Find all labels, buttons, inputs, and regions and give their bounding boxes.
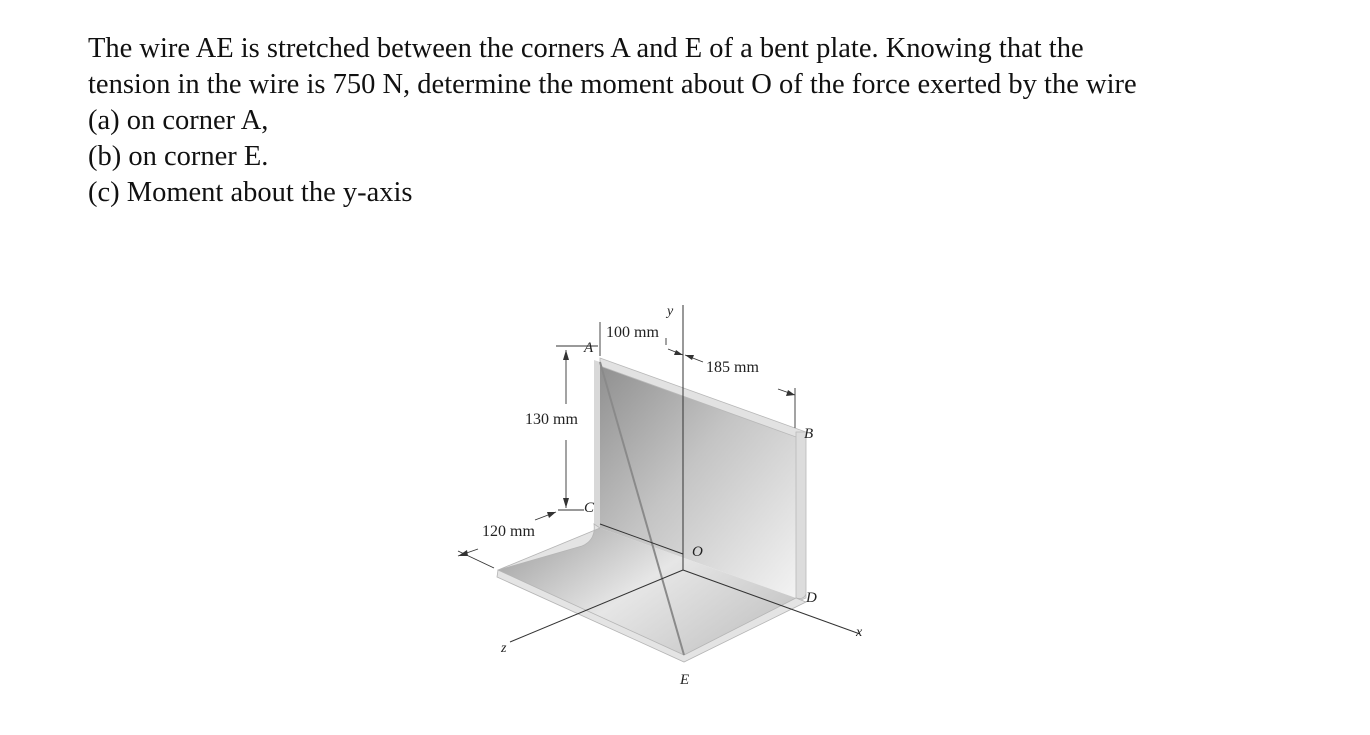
problem-line-2: tension in the wire is 750 N, determine the moment about O of the force exerted by the wire bbox=[88, 69, 1137, 100]
problem-line-5: (c) Moment about the y-axis bbox=[88, 177, 413, 208]
problem-line-4: (b) on corner E. bbox=[88, 141, 269, 172]
problem-line-3: (a) on corner A, bbox=[88, 105, 269, 136]
point-a-label: A bbox=[584, 340, 594, 356]
vertical-plate-left-edge bbox=[594, 360, 600, 528]
dim-120-arrowhead-top bbox=[547, 512, 556, 518]
x-axis-label: x bbox=[856, 625, 863, 640]
problem-line-1: The wire AE is stretched between the corners A and E of a bent plate. Knowing that the bbox=[88, 33, 1084, 64]
dim-120-label: 120 mm bbox=[482, 523, 535, 540]
point-e-label: E bbox=[680, 672, 690, 688]
dim-185-label: 185 mm bbox=[706, 359, 759, 376]
z-axis-label: z bbox=[501, 641, 507, 656]
dim-185-arrowhead-right bbox=[786, 390, 795, 396]
point-d-label: D bbox=[806, 590, 817, 606]
point-b-label: B bbox=[804, 426, 814, 442]
dim-100-arrowhead bbox=[674, 350, 683, 355]
dim-120-ext bbox=[458, 551, 494, 568]
vertical-plate-right-edge bbox=[796, 432, 806, 602]
y-axis-label: y bbox=[667, 304, 674, 319]
dim-100-label: 100 mm bbox=[606, 324, 659, 341]
point-o-label: O bbox=[692, 544, 703, 560]
dim-130-label: 130 mm bbox=[525, 411, 578, 428]
dim-130-arrowhead-top bbox=[563, 350, 569, 360]
dim-185-arrowhead-left bbox=[685, 355, 694, 360]
point-c-label: C bbox=[584, 500, 595, 516]
dim-130-arrowhead-bottom bbox=[563, 498, 569, 508]
